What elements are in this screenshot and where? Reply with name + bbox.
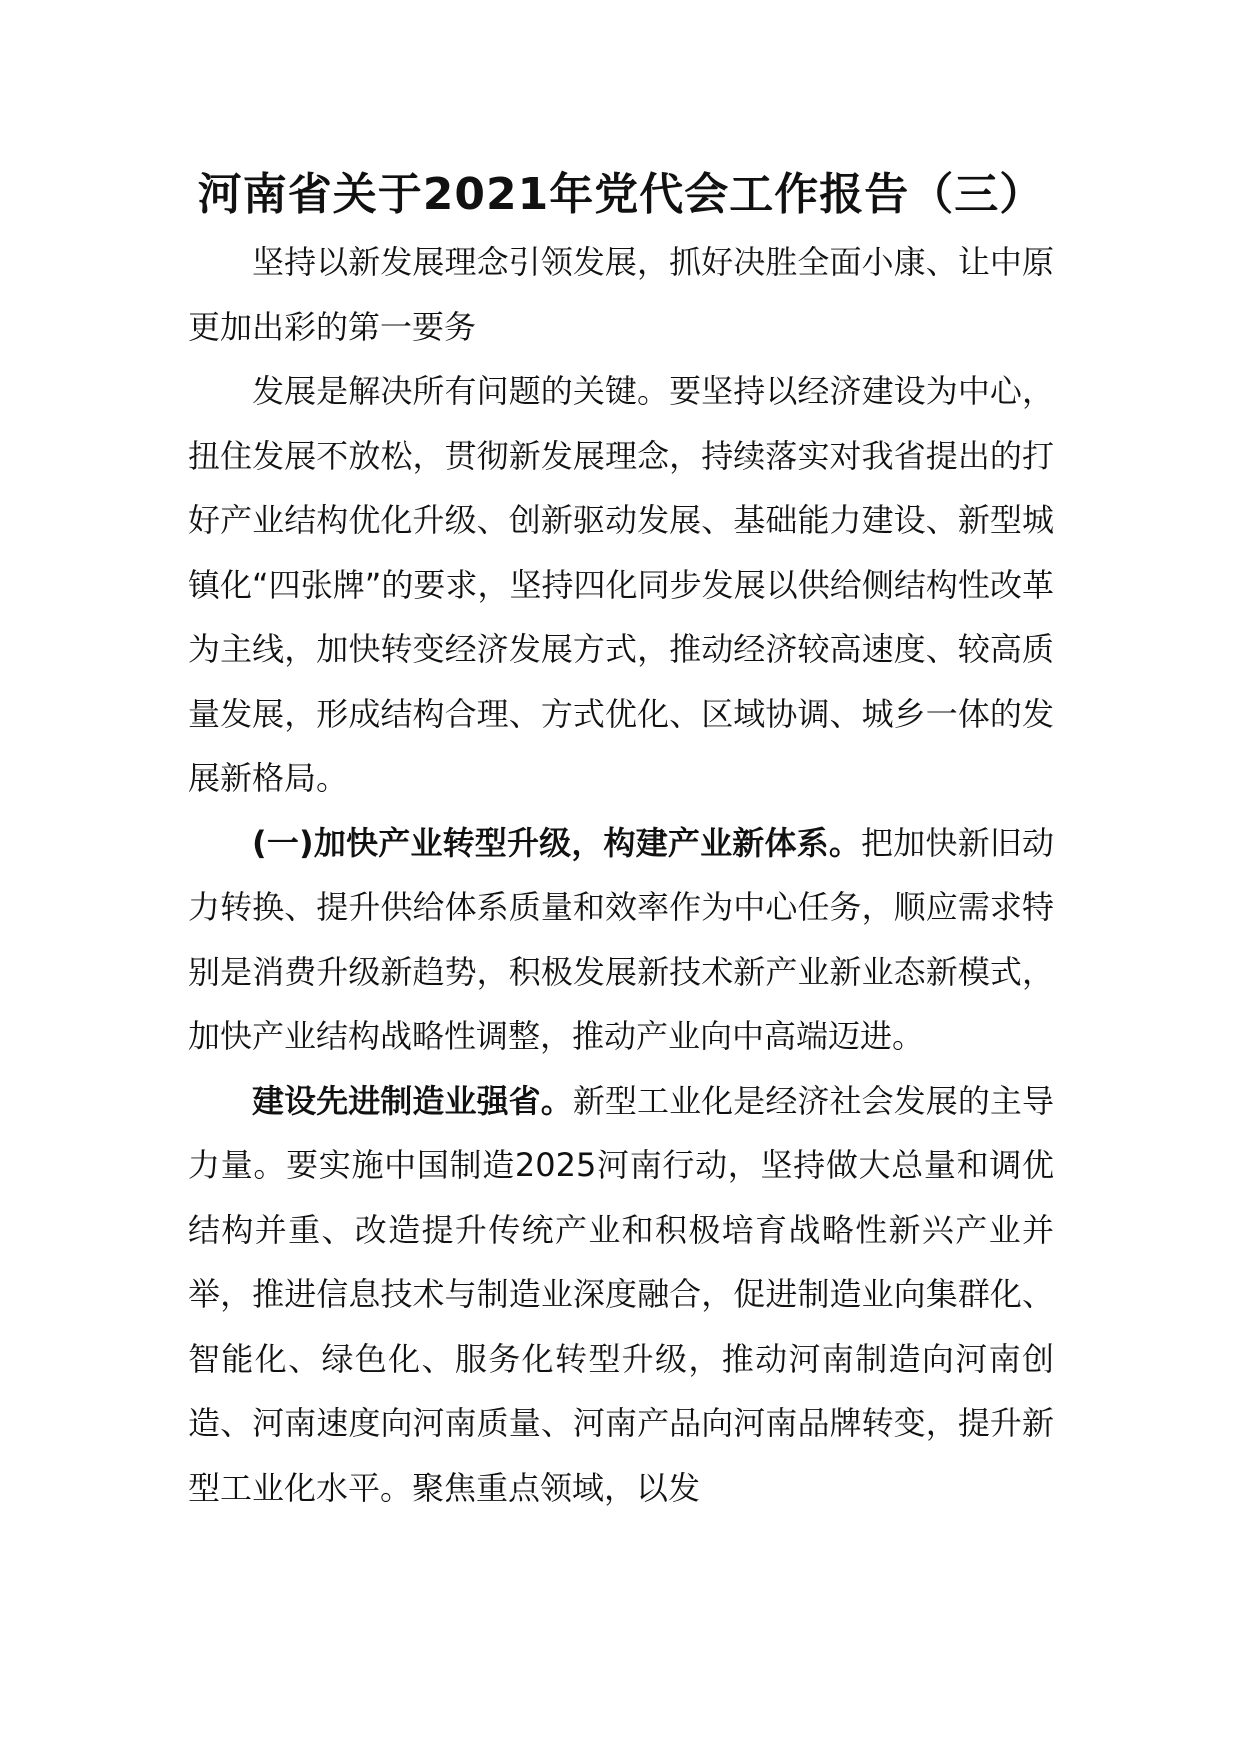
document-title: 河南省关于2021年党代会工作报告（三） [197,169,1045,220]
paragraph-2 [188,359,1054,811]
paragraph-4 [188,1069,1054,1521]
document-page [188,160,1054,1520]
paragraph-2-text: 发展是解决所有问题的关键。要坚持以经济建设为中心，扭住发展不放松，贯彻新发展理念，持续落实对我省提出的打好产业结构优化升级、创新驱动发展、基础能力建设、新型城镇化“四张牌”的要求，坚持四化同步发展以供给侧结构性改革为主线，加快转变经济发展方式，推动经济较高速度、较高质量发展，形成结构合理、方式优化、区域协调、城乡一体的发展新格局。 [188,372,1054,797]
paragraph-3 [188,811,1054,1069]
paragraph-4-lead: 建设先进制造业强省。 [252,1081,573,1120]
paragraph-4-text: 新型工业化是经济社会发展的主导力量。要实施中国制造2025河南行动，坚持做大总量和调优结构并重、改造提升传统产业和积极培育战略性新兴产业并举，推进信息技术与制造业深度融合，促进制造业向集群化、智能化、绿色化、服务化转型升级，推动河南制造向河南创造、河南速度向河南质量、河南产品向河南品牌转变，提升新型工业化水平。聚焦重点领域，以发 [188,1081,1054,1507]
paragraph-1-text: 坚持以新发展理念引领发展，抓好决胜全面小康、让中原更加出彩的第一要务 [188,243,1054,346]
paragraph-3-lead: (一)加快产业转型升级，构建产业新体系。 [252,823,862,862]
paragraph-3-text: 把加快新旧动力转换、提升供给体系质量和效率作为中心任务，顺应需求特别是消费升级新趋势，积极发展新技术新产业新业态新模式，加快产业结构战略性调整，推动产业向中高端迈进。 [188,823,1054,1055]
paragraph-1 [188,230,1054,359]
